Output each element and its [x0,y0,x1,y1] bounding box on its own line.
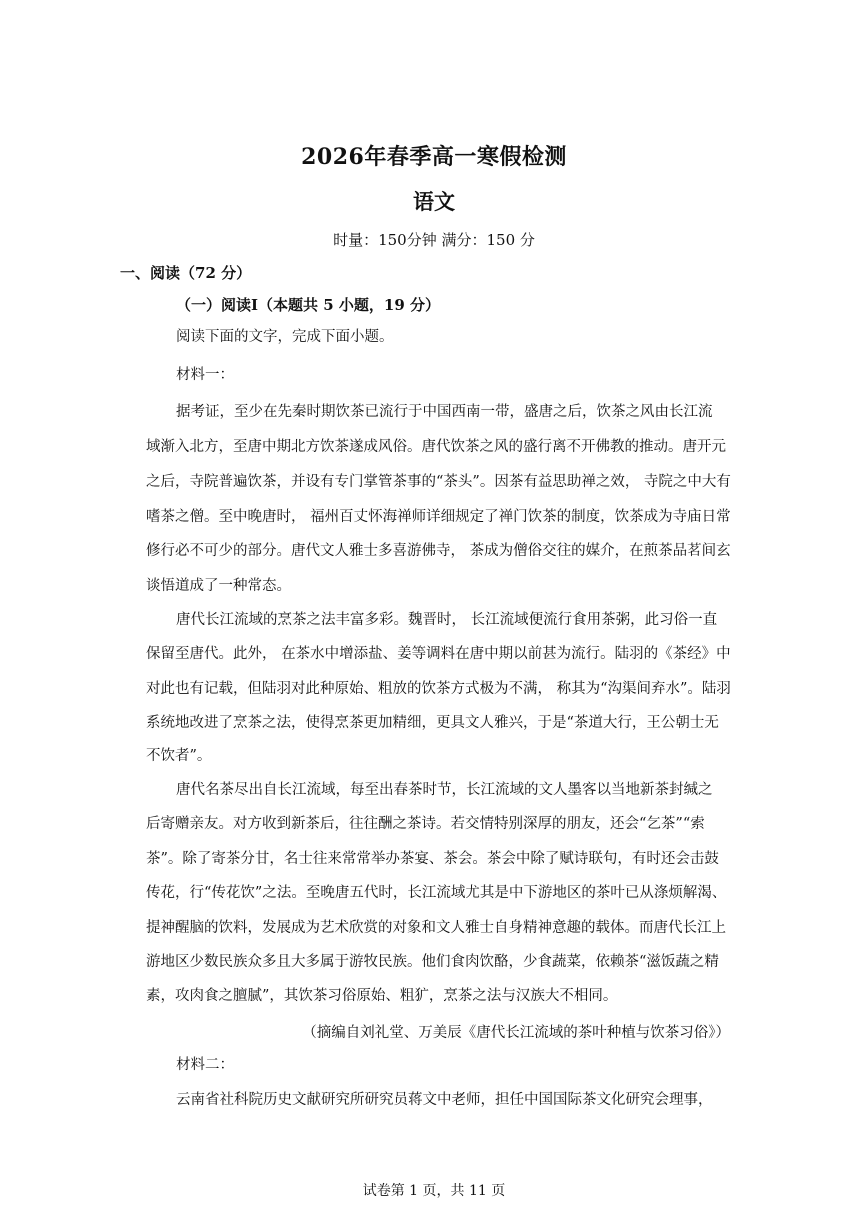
instruction-text: 阅读下面的文字，完成下面小题。 [176,329,394,345]
material1-para3-line: 提神醒脑的饮料，发展成为艺术欣赏的对象和文人雅士自身精神意趣的载体。而唐代长江上 [146,920,726,936]
material1-para1-line: 域渐入北方，至唐中期北方饮茶遂成风俗。唐代饮茶之风的盛行离不开佛教的推动。唐开元 [146,439,726,455]
section-heading: 一、阅读（72 分） [120,264,252,282]
material1-para3-line: 游地区少数民族众多且大多属于游牧民族。他们食肉饮酪，少食蔬菜，依赖茶“滋饭蔬之精 [146,954,719,970]
material1-para2-line: 系统地改进了烹茶之法，使得烹茶更加精细，更具文人雅兴，于是“茶道大行，王公朝士无 [146,715,719,731]
material1-para2-line: 唐代长江流域的烹茶之法丰富多彩。魏晋时， 长江流域便流行食用茶粥，此习俗一直 [176,612,718,628]
material1-para1-line: 修行必不可少的部分。唐代文人雅士多喜游佛寺， 茶成为僧俗交往的媒介，在煎茶品茗间玄 [146,543,731,559]
material1-para3-line: 素，攻肉食之膻腻”，其饮茶习俗原始、粗犷，烹茶之法与汉族大不相同。 [146,988,618,1004]
material1-para3-line: 传花，行“传花饮”之法。至晚唐五代时，长江流域尤其是中下游地区的茶叶已从涤烦解渴、 [146,885,727,901]
exam-title: 2026年春季高一寒假检测 [301,144,567,170]
exam-time-score: 时量：150分钟 满分：150 分 [333,231,535,249]
material1-para1-line: 谈悟道成了一种常态。 [146,578,291,594]
material1-label: 材料一： [176,367,234,383]
material1-para1-line: 据考证，至少在先秦时期饮茶已流行于中国西南一带，盛唐之后，饮茶之风由长江流 [176,404,713,420]
material2-label: 材料二： [176,1057,234,1073]
subject-title: 语文 [413,189,455,214]
page-footer: 试卷第 1 页，共 11 页 [362,1183,506,1199]
material1-para3-line: 唐代名茶尽出自长江流域，每至出春茶时节，长江流域的文人墨客以当地新茶封缄之 [176,782,713,798]
material2-para1-line: 云南省社科院历史文献研究所研究员蒋文中老师，担任中国国际茶文化研究会理事， [176,1092,713,1108]
material1-para3-line: 后寄赠亲友。对方收到新茶后，往往酬之茶诗。若交情特别深厚的朋友，还会“乞茶”“索 [146,816,705,832]
material1-para3-line: 茶”。除了寄茶分甘，名士往来常常举办茶宴、茶会。茶会中除了赋诗联句，有时还会击鼓 [146,851,719,867]
subsection-heading: （一）阅读Ⅰ（本题共 5 小题，19 分） [176,296,440,314]
material1-source: （摘编自刘礼堂、万美辰《唐代长江流域的茶叶种植与饮茶习俗》） [302,1025,730,1041]
material1-para2-line: 对此也有记载，但陆羽对此种原始、粗放的饮茶方式极为不满， 称其为“沟渠间弃水”。陆羽 [146,681,731,697]
material1-para1-line: 之后，寺院普遍饮茶，并设有专门掌管茶事的“茶头”。因茶有益思助禅之效， 寺院之中大有 [146,474,731,490]
material1-para2-line: 不饮者”。 [146,748,212,764]
material1-para1-line: 嗜茶之僧。至中晚唐时， 福州百丈怀海禅师详细规定了禅门饮茶的制度，饮茶成为寺庙日常 [146,509,731,525]
material1-para2-line: 保留至唐代。此外， 在茶水中增添盐、姜等调料在唐中期以前甚为流行。陆羽的《茶经》中 [146,646,731,662]
